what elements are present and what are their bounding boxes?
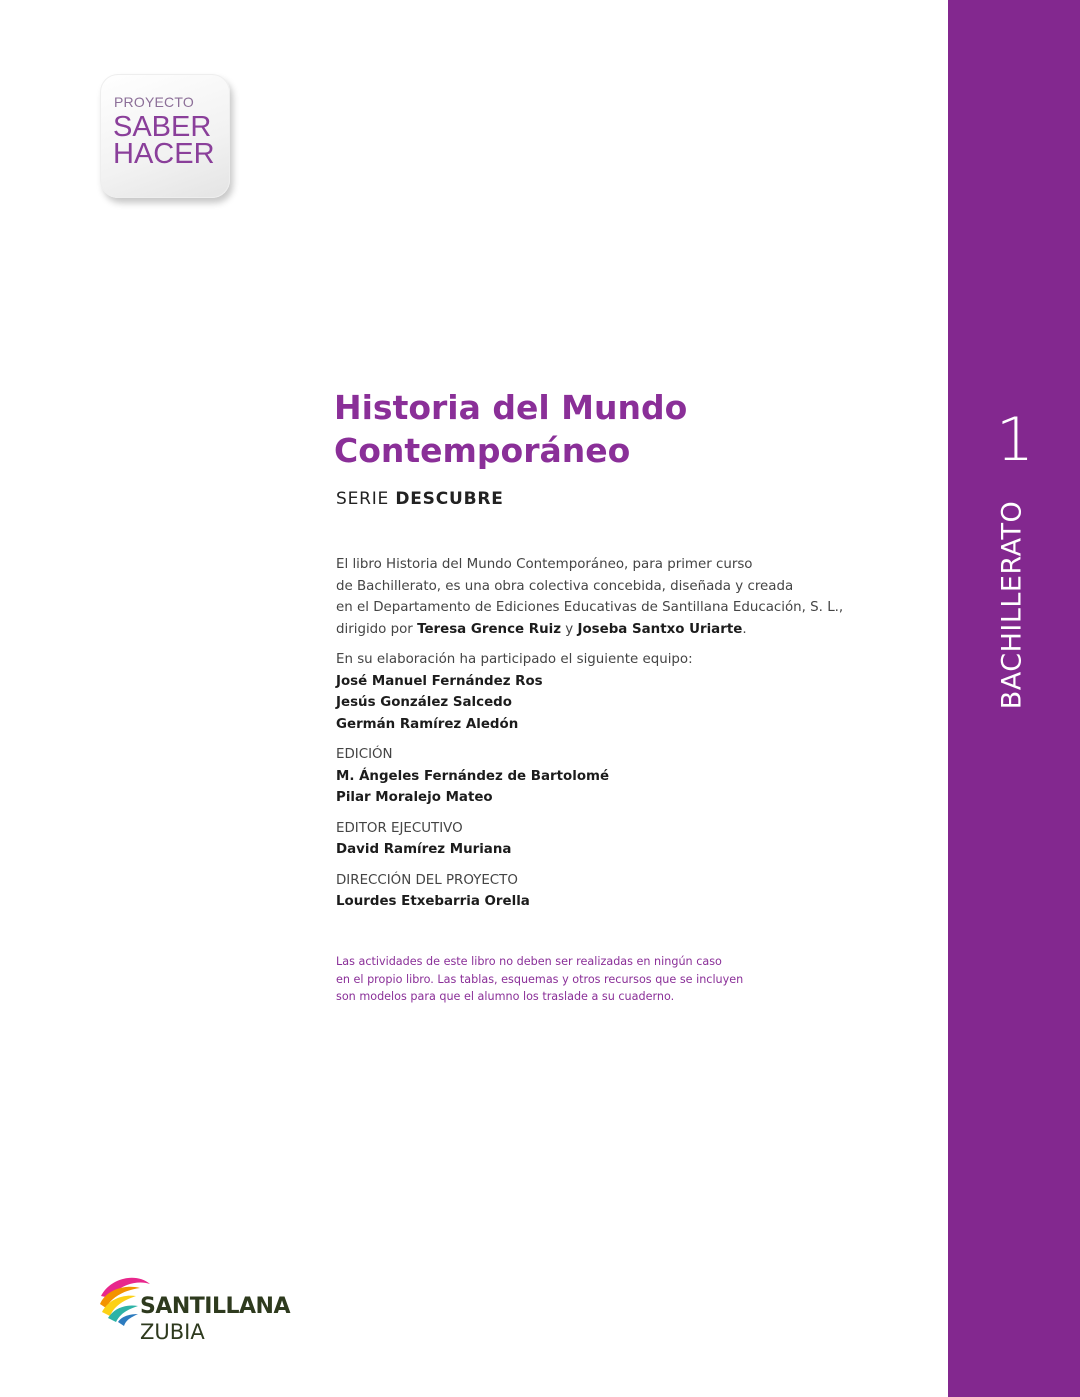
course-level-label: BACHILLERATO bbox=[996, 500, 1028, 710]
editor-heading: EDITOR EJECUTIVO bbox=[336, 820, 463, 836]
book-title-line2: Contemporáneo bbox=[334, 431, 631, 470]
note-line: son modelos para que el alumno los traslade a su cuaderno. bbox=[336, 990, 675, 1003]
note-line: Las actividades de este libro no deben ser realizadas en ningún caso bbox=[336, 955, 722, 968]
editor-section bbox=[336, 818, 836, 861]
edition-section bbox=[336, 744, 836, 809]
direction-heading: DIRECCIÓN DEL PROYECTO bbox=[336, 872, 518, 888]
badge-label-small: PROYECTO bbox=[114, 94, 194, 110]
intro-line: en el Departamento de Ediciones Educativas de Santillana Educación, S. L., bbox=[336, 600, 844, 615]
series-name: DESCUBRE bbox=[395, 489, 504, 509]
intro-directed-by: dirigido por bbox=[336, 621, 413, 637]
intro-line bbox=[336, 619, 836, 641]
credits-block bbox=[336, 554, 844, 922]
course-number: 1 bbox=[995, 405, 1035, 475]
project-badge-logo bbox=[100, 74, 230, 198]
intro-line: de Bachillerato, es una obra colectiva concebida, diseñada y creada bbox=[336, 578, 794, 594]
activities-note bbox=[336, 953, 756, 1006]
director-name: Teresa Grence Ruiz bbox=[417, 621, 562, 637]
note-line: en el propio libro. Las tablas, esquemas y otros recursos que se incluyen bbox=[336, 972, 744, 986]
team-member: José Manuel Fernández Ros bbox=[336, 673, 543, 689]
intro-conjunction: y bbox=[565, 621, 574, 637]
direction-name: Lourdes Etxebarria Orella bbox=[336, 894, 530, 909]
team-member: Jesús González Salcedo bbox=[336, 695, 512, 710]
badge-label-line1: SABER bbox=[113, 111, 212, 143]
publisher-subname: ZUBIA bbox=[140, 1320, 205, 1344]
editor-name: David Ramírez Muriana bbox=[336, 842, 512, 857]
edition-member: M. Ángeles Fernández de Bartolomé bbox=[336, 768, 610, 784]
publisher-name: SANTILLANA bbox=[140, 1294, 290, 1319]
edition-member: Pilar Moralejo Mateo bbox=[336, 790, 493, 805]
intro-line: El libro Historia del Mundo Contemporáneo, para primer curso bbox=[336, 557, 753, 572]
intro-period: . bbox=[742, 621, 747, 637]
team-heading: En su elaboración ha participado el siguiente equipo: bbox=[336, 652, 693, 667]
book-title-line1: Historia del Mundo bbox=[334, 388, 688, 427]
edition-heading: EDICIÓN bbox=[336, 747, 393, 762]
director-name: Joseba Santxo Uriarte bbox=[577, 621, 743, 637]
series-label bbox=[336, 489, 504, 509]
badge-label-line2: HACER bbox=[113, 138, 215, 170]
series-prefix: SERIE bbox=[336, 489, 390, 509]
direction-section bbox=[336, 870, 836, 913]
book-title bbox=[334, 386, 894, 472]
team-member: Germán Ramírez Aledón bbox=[336, 716, 519, 732]
team-section bbox=[336, 649, 836, 735]
intro-paragraph bbox=[336, 554, 844, 640]
